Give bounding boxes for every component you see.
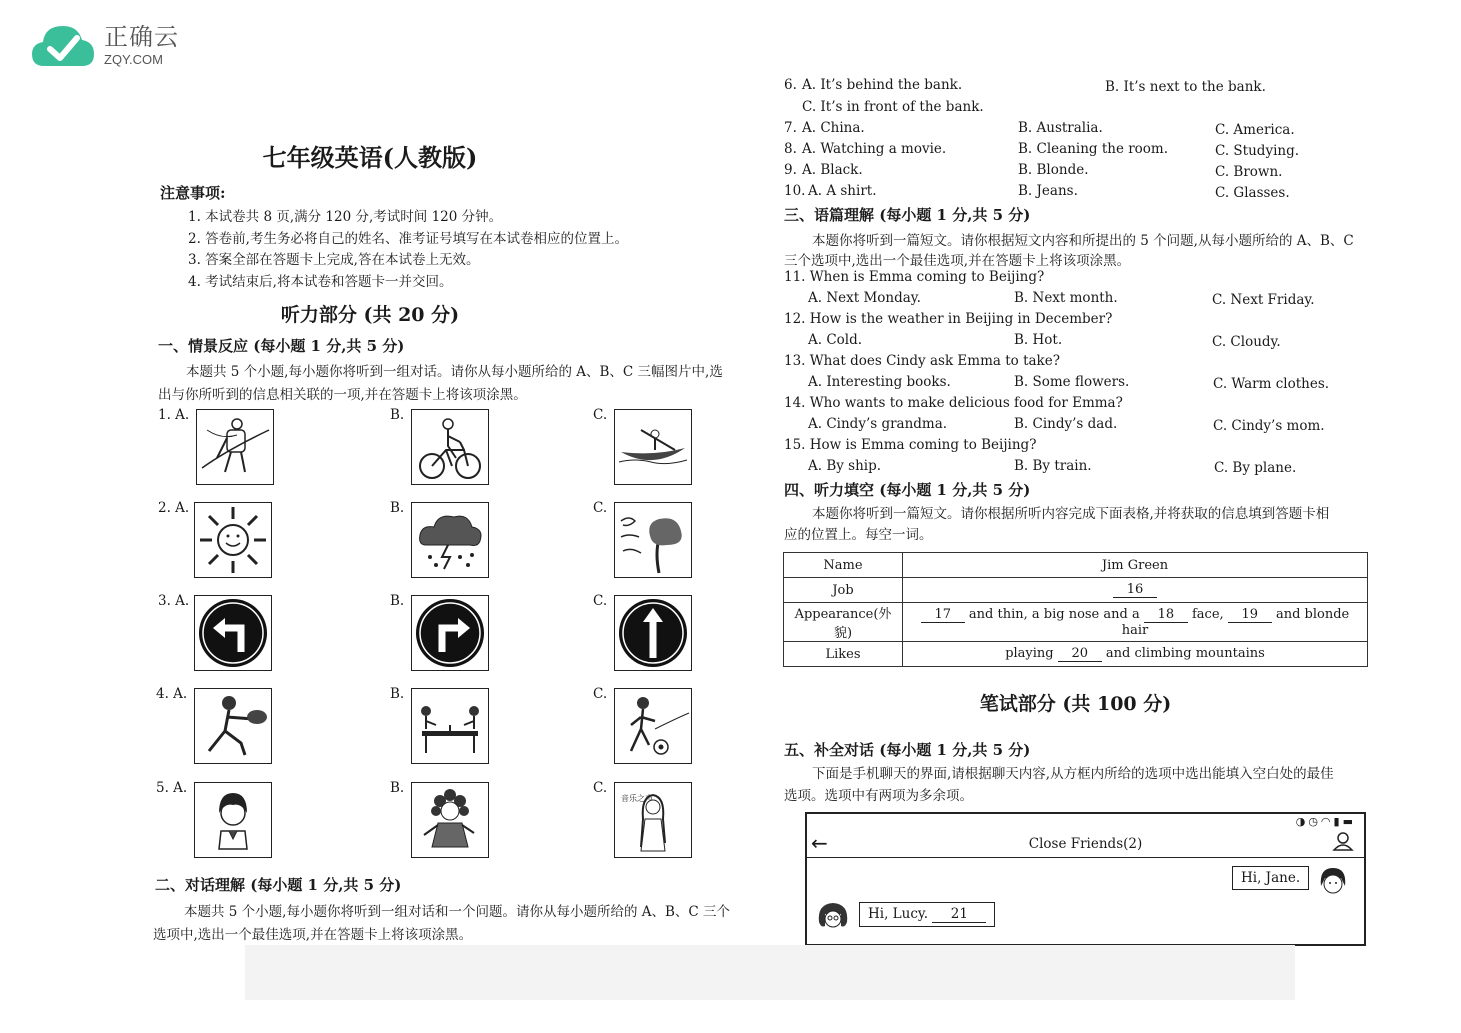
table-text: and climbing mountains (1105, 646, 1265, 661)
status-bar-icons (1296, 815, 1356, 828)
chat-window (805, 812, 1366, 946)
option-c: C. Warm clothes. (1213, 376, 1330, 392)
question-number: 8. (784, 141, 797, 157)
q1-c-label: C. (593, 407, 608, 423)
option-c: C. Brown. (1215, 164, 1283, 180)
wifi-icon: ◠ (1320, 815, 1334, 828)
option-b: B. By train. (1014, 458, 1092, 474)
notice-item: 3. 答案全部在答题卡上完成,答在本试卷上无效。 (188, 252, 480, 268)
blank-20: 20 (1058, 646, 1102, 662)
question-number: 7. (784, 120, 797, 136)
table-label: Appearance(外貌) (784, 603, 903, 642)
q2-c-label: C. (593, 500, 608, 516)
question-text: 12. How is the weather in Beijing in December? (784, 311, 1113, 327)
option-c: C. America. (1215, 122, 1295, 138)
table-text: playing (1005, 646, 1054, 661)
rugby-picture (194, 688, 272, 764)
writing-heading: 笔试部分 (共 100 分) (979, 693, 1172, 715)
cyclist-picture (411, 409, 489, 485)
q5-b-label: B. (390, 780, 405, 796)
scan-shade (245, 945, 1295, 1000)
rain-picture (411, 502, 489, 578)
q1-a-label: 1. A. (158, 407, 190, 423)
q2-a-label: 2. A. (158, 500, 190, 516)
table-label: Name (784, 553, 903, 578)
wind-picture (614, 502, 692, 578)
table-value (903, 603, 1368, 642)
question-text: 14. Who wants to make delicious food for Emma? (784, 395, 1123, 411)
turn-right-sign (411, 595, 489, 671)
cloud-check-icon (30, 22, 96, 70)
blank-17: 17 (921, 607, 965, 623)
section3-intro: 三个选项中,选出一个最佳选项,并在答题卡上将该项涂黑。 (784, 253, 1131, 269)
clock-icon: ◷ (1308, 815, 1321, 828)
message-bubble-left (859, 902, 995, 927)
option-a: A. Watching a movie. (802, 141, 947, 157)
option-a: A. By ship. (808, 458, 882, 474)
q5-a-label: 5. A. (156, 780, 188, 796)
blank-18: 18 (1144, 607, 1188, 623)
section4-intro: 应的位置上。每空一词。 (784, 527, 933, 543)
message-bubble-right: Hi, Jane. (1232, 866, 1309, 890)
option-a: A. A shirt. (808, 183, 877, 199)
blank-16: 16 (1113, 582, 1157, 598)
option-b: B. Jeans. (1018, 183, 1078, 199)
contact-icon[interactable] (1332, 831, 1354, 855)
back-arrow-icon[interactable]: ← (811, 831, 828, 855)
option-b: B. Hot. (1014, 332, 1063, 348)
table-row (784, 642, 1368, 667)
q4-b-label: B. (390, 686, 405, 702)
q3-a-label: 3. A. (158, 593, 190, 609)
table-label: Job (784, 578, 903, 603)
option-b: B. Next month. (1014, 290, 1118, 306)
option-c: C. Cloudy. (1212, 334, 1281, 350)
option-b: B. Some flowers. (1014, 374, 1130, 390)
question-number: 6. (784, 77, 797, 93)
logo-name: 正确云 (104, 24, 179, 51)
option-b: B. Australia. (1018, 120, 1103, 136)
section2-intro: 选项中,选出一个最佳选项,并在答题卡上将该项涂黑。 (153, 927, 473, 943)
table-value (903, 642, 1368, 667)
turn-left-sign (194, 595, 272, 671)
option-b: B. It’s next to the bank. (1105, 79, 1266, 95)
q5-c-label: C. (593, 780, 608, 796)
option-b: B. Cindy’s dad. (1014, 416, 1118, 432)
option-a: A. It’s behind the bank. (802, 77, 963, 93)
sun-picture (194, 502, 272, 578)
option-b: B. Blonde. (1018, 162, 1089, 178)
message-text: Hi, Lucy. (868, 906, 929, 922)
signal-icon: ▮ (1333, 815, 1343, 828)
info-table (783, 552, 1368, 667)
section5-heading: 五、补全对话 (每小题 1 分,共 5 分) (784, 741, 1031, 759)
music-caption: 音乐之声 (621, 794, 653, 803)
section2-heading: 二、对话理解 (每小题 1 分,共 5 分) (155, 876, 402, 894)
blank-19: 19 (1228, 607, 1272, 623)
option-c: C. It’s in front of the bank. (802, 99, 984, 115)
canoe-picture (614, 409, 692, 485)
short-hair-girl-picture (194, 782, 272, 858)
question-text: 15. How is Emma coming to Beijing? (784, 437, 1037, 453)
option-a: A. Interesting books. (808, 374, 951, 390)
blank-21: 21 (932, 906, 986, 923)
table-row (784, 553, 1368, 578)
chat-header (807, 831, 1364, 858)
question-number: 10. (784, 183, 806, 199)
lucy-avatar (815, 898, 851, 938)
option-a: A. Next Monday. (808, 290, 921, 306)
option-a: A. Cindy’s grandma. (808, 416, 948, 432)
q1-b-label: B. (390, 407, 405, 423)
notice-item: 1. 本试卷共 8 页,满分 120 分,考试时间 120 分钟。 (188, 209, 503, 225)
option-c: C. Studying. (1215, 143, 1300, 159)
question-text: 11. When is Emma coming to Beijing? (784, 269, 1045, 285)
section5-intro: 下面是手机聊天的界面,请根据聊天内容,从方框内所给的选项中选出能填入空白处的最佳 (812, 766, 1334, 782)
section1-intro: 出与你所听到的信息相关联的一项,并在答题卡上将该项涂黑。 (158, 387, 527, 403)
question-number: 9. (784, 162, 797, 178)
notice-item: 4. 考试结束后,将本试卷和答题卡一并交回。 (188, 274, 453, 290)
q4-c-label: C. (593, 686, 608, 702)
q3-b-label: B. (390, 593, 405, 609)
option-a: A. Cold. (808, 332, 863, 348)
table-text: and blonde hair (1121, 606, 1350, 638)
jane-avatar (1315, 864, 1351, 904)
ping-pong-picture (411, 688, 489, 764)
section4-intro: 本题你将听到一篇短文。请你根据所听内容完成下面表格,并将获取的信息填到答题卡相 (812, 506, 1330, 522)
q2-b-label: B. (390, 500, 405, 516)
chat-title: Close Friends(2) (1028, 836, 1143, 852)
long-hair-girl-picture (614, 782, 692, 858)
notice-item: 2. 答卷前,考生务必将自己的姓名、准考证号填写在本试卷相应的位置上。 (188, 231, 628, 247)
table-row (784, 578, 1368, 603)
q4-a-label: 4. A. (156, 686, 188, 702)
question-text: 13. What does Cindy ask Emma to take? (784, 353, 1060, 369)
battery-icon: ▬ (1342, 815, 1356, 828)
option-c: C. Next Friday. (1212, 292, 1315, 308)
table-text: and thin, a big nose and a (968, 606, 1140, 622)
option-c: C. By plane. (1214, 460, 1297, 476)
page-title: 七年级英语(人教版) (262, 143, 478, 172)
option-a: A. China. (802, 120, 865, 136)
option-c: C. Glasses. (1215, 185, 1290, 201)
section5-intro: 选项。选项中有两项为多余项。 (784, 788, 973, 804)
zqy-logo (30, 22, 179, 70)
section1-intro: 本题共 5 个小题,每小题你将听到一组对话。请你从每小题所给的 A、B、C 三幅图片中,选 (186, 364, 723, 380)
table-value: Jim Green (903, 553, 1368, 578)
listening-heading: 听力部分 (共 20 分) (280, 304, 460, 326)
go-straight-sign (614, 595, 692, 671)
table-text: face, (1192, 606, 1224, 622)
curly-hair-girl-picture (411, 782, 489, 858)
table-value (903, 578, 1368, 603)
hiker-picture (196, 409, 274, 485)
soccer-picture (614, 688, 692, 764)
section2-intro: 本题共 5 个小题,每小题你将听到一组对话和一个问题。请你从每小题所给的 A、B、C 三个 (184, 904, 731, 920)
section3-intro: 本题你将听到一篇短文。请你根据短文内容和所提出的 5 个问题,从每小题所给的 A、B、C (812, 233, 1354, 249)
option-a: A. Black. (802, 162, 863, 178)
section3-heading: 三、语篇理解 (每小题 1 分,共 5 分) (784, 206, 1031, 224)
alarm-icon: ◑ (1295, 815, 1309, 828)
option-b: B. Cleaning the room. (1018, 141, 1169, 157)
notice-heading: 注意事项: (160, 184, 226, 202)
option-c: C. Cindy’s mom. (1213, 418, 1325, 434)
section1-heading: 一、情景反应 (每小题 1 分,共 5 分) (158, 337, 405, 355)
logo-domain: ZQY.COM (104, 52, 163, 67)
section4-heading: 四、听力填空 (每小题 1 分,共 5 分) (784, 481, 1031, 499)
q3-c-label: C. (593, 593, 608, 609)
table-row (784, 603, 1368, 642)
table-label: Likes (784, 642, 903, 667)
